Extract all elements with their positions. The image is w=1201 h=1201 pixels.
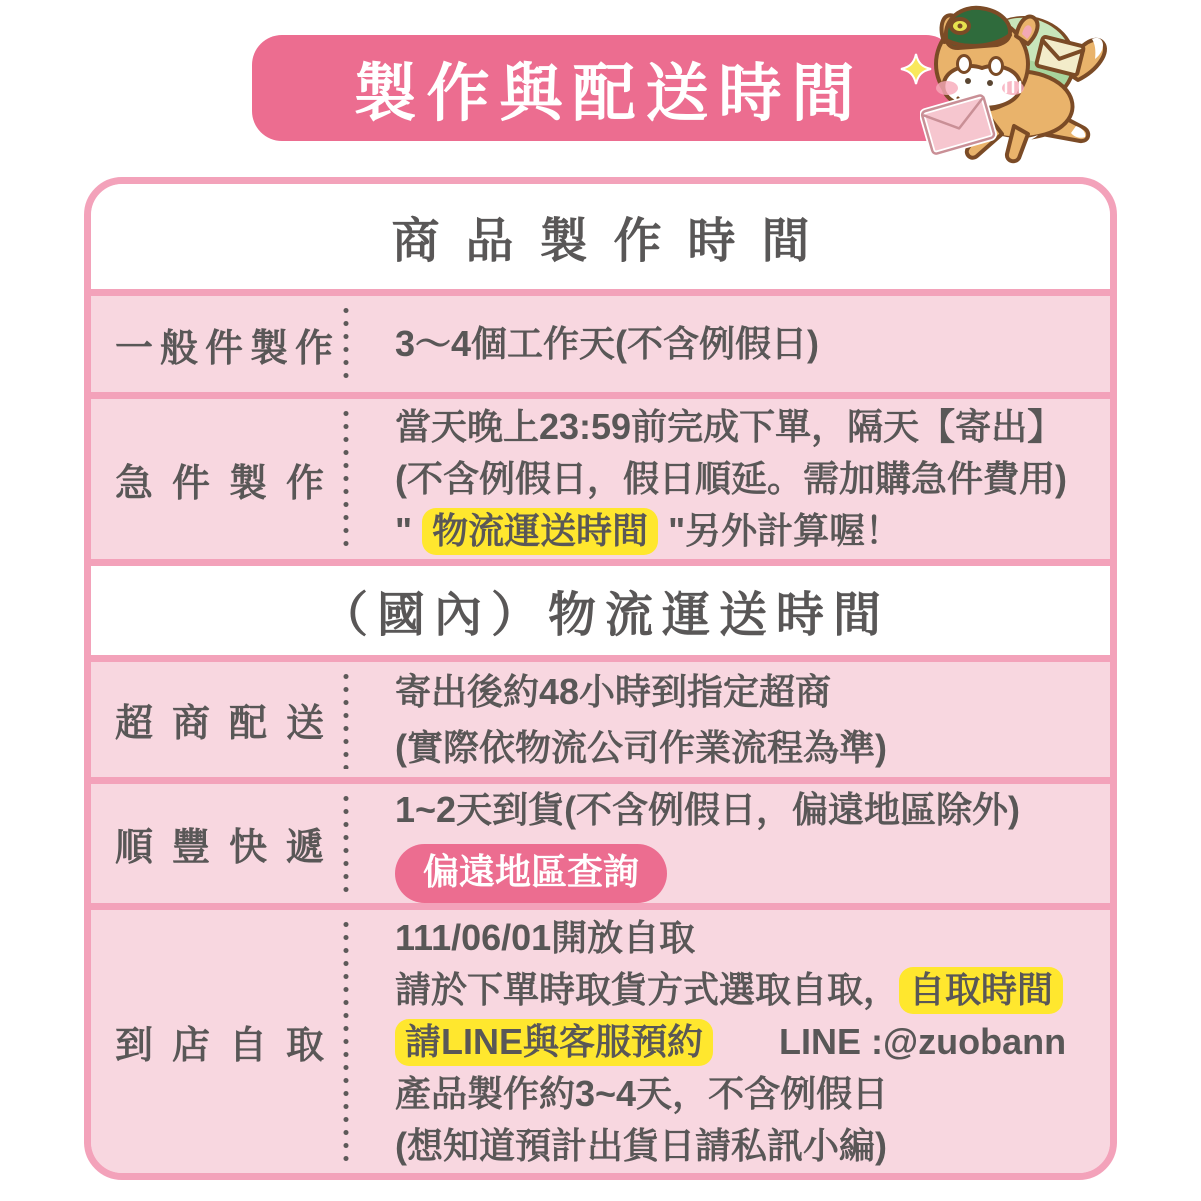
row-convenience-store-delivery — [91, 662, 1110, 777]
text-line: 當天晚上23:59前完成下單，隔天【寄出】 — [395, 406, 1064, 447]
row-content — [349, 399, 1110, 559]
row-store-pickup — [91, 910, 1110, 1173]
row-label: 急件製作 — [115, 462, 344, 505]
text-line: (不含例假日，假日順延。需加購急件費用) — [395, 458, 1067, 499]
text-line: 請於下單時取貨方式選取自取， 自取時間 — [395, 964, 1102, 1016]
text-line: 111/06/01開放自取 — [395, 916, 696, 958]
title-banner — [252, 35, 956, 141]
highlight-text: 物流運送時間 — [422, 508, 658, 555]
line-contact-id: LINE :@zuobann — [779, 1020, 1067, 1062]
text-line: " 物流運送時間 "另外計算喔！ — [395, 505, 1102, 557]
row-divider — [91, 392, 1110, 399]
row-divider — [91, 559, 1110, 566]
row-divider — [91, 903, 1110, 910]
highlight-text: 自取時間 — [899, 967, 1063, 1014]
row-divider — [91, 777, 1110, 784]
row-label: 超商配送 — [115, 703, 344, 745]
row-sf-express — [91, 784, 1110, 903]
page-title: 製作與配送時間 — [353, 58, 865, 129]
postal-dog-mascot-icon — [920, 2, 1112, 168]
section-header-production — [91, 184, 1110, 289]
text-line: 產品製作約3~4天，不含例假日 — [395, 1072, 889, 1114]
text-line — [395, 1016, 1102, 1068]
section-title: 商品製作時間 — [391, 215, 836, 268]
text-line: (實際依物流公司作業流程為準) — [395, 726, 887, 768]
remote-area-query-button[interactable]: 偏遠地區查詢 — [395, 844, 667, 903]
row-label: 順豐快遞 — [115, 827, 344, 870]
section-title: （國內）物流運送時間 — [319, 589, 890, 642]
row-content — [349, 662, 1110, 777]
text-line: 3～4個工作天(不含例假日) — [395, 323, 820, 364]
row-content — [349, 296, 1110, 392]
row-label: 一般件製作 — [115, 327, 341, 370]
row-content — [349, 910, 1110, 1173]
row-label: 到店自取 — [115, 1025, 344, 1068]
row-divider — [91, 655, 1110, 662]
row-divider — [91, 289, 1110, 296]
text-line: (想知道預計出貨日請私訊小編) — [395, 1124, 887, 1166]
highlight-text: 請LINE與客服預約 — [395, 1019, 713, 1066]
row-rush-production — [91, 399, 1110, 559]
text-line: 1~2天到貨(不含例假日，偏遠地區除外) — [395, 789, 1021, 830]
text-line: 寄出後約48小時到指定超商 — [395, 670, 832, 712]
sparkle-icon — [899, 52, 933, 86]
shipping-info-table — [84, 177, 1117, 1180]
row-content — [349, 784, 1110, 903]
section-header-shipping — [91, 566, 1110, 655]
row-standard-production — [91, 296, 1110, 392]
